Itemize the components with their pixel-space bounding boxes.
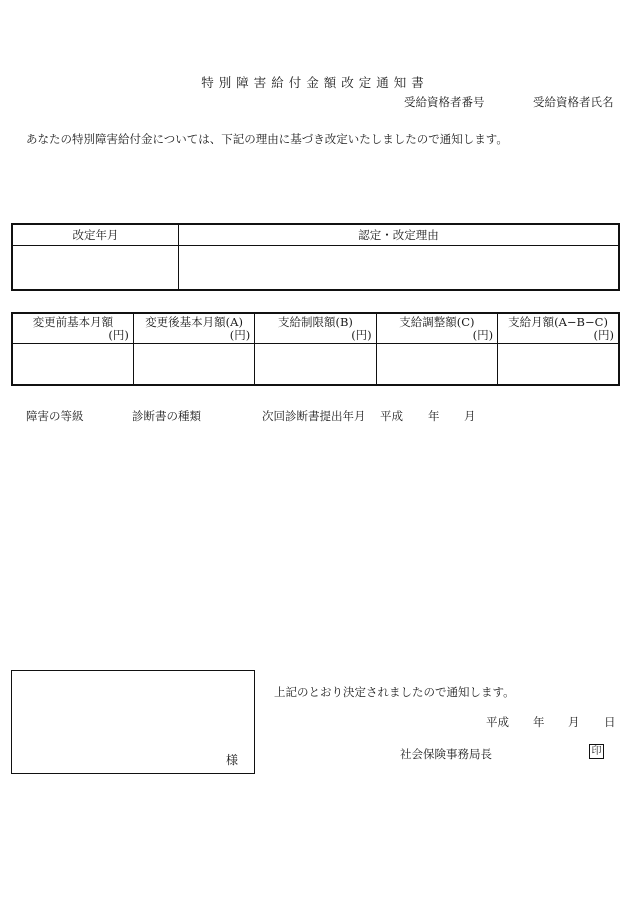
revision-reason-header: 認定・改定理由 <box>179 224 620 245</box>
unit-label: (円) <box>593 328 614 342</box>
amount-table <box>11 312 620 386</box>
seal-mark: 印 <box>589 744 604 759</box>
amount-header-cell <box>255 313 376 343</box>
intro-text: あなたの特別障害給付金については、下記の理由に基づき改定いたしましたので通知します。 <box>26 132 508 146</box>
date-year: 年 <box>533 715 545 729</box>
revision-reason-cell <box>179 245 620 290</box>
amount-value-cell <box>376 343 497 385</box>
revision-date-header: 改定年月 <box>12 224 179 245</box>
header-monthly-payment: 支給月額(A−B−C) <box>508 315 608 329</box>
disability-grade-label: 障害の等級 <box>26 409 84 423</box>
recipient-number-label: 受給資格者番号 <box>404 95 485 109</box>
next-submission-era: 平成 <box>380 409 403 423</box>
address-box <box>11 670 255 774</box>
date-day: 日 <box>604 715 616 729</box>
amount-value-cell <box>255 343 376 385</box>
amount-header-cell <box>376 313 497 343</box>
header-limit-amount: 支給制限額(B) <box>278 315 353 329</box>
date-month: 月 <box>568 715 580 729</box>
revision-table <box>11 223 620 291</box>
document-title: 特別障害給付金額改定通知書 <box>201 75 429 90</box>
amount-value-cell <box>133 343 254 385</box>
next-submission-label: 次回診断書提出年月 <box>262 409 366 423</box>
recipient-name-label: 受給資格者氏名 <box>533 95 614 109</box>
unit-label: (円) <box>108 328 129 342</box>
unit-label: (円) <box>472 328 494 342</box>
decision-notice-text: 上記のとおり決定されましたので通知します。 <box>274 685 515 699</box>
header-after-base-amount: 変更後基本月額(A) <box>145 315 243 329</box>
amount-value-cell <box>12 343 133 385</box>
header-before-base-amount: 変更前基本月額 <box>32 315 114 329</box>
amount-header-cell <box>498 313 619 343</box>
unit-label: (円) <box>229 328 251 342</box>
amount-header-cell <box>133 313 254 343</box>
honorific-sama: 様 <box>225 753 238 767</box>
next-submission-year: 年 <box>428 409 440 423</box>
header-adjustment-amount: 支給調整額(C) <box>399 315 475 329</box>
diagnosis-type-label: 診断書の種類 <box>132 409 201 423</box>
amount-header-cell <box>12 313 133 343</box>
revision-date-cell <box>12 245 179 290</box>
date-era: 平成 <box>486 715 509 729</box>
next-submission-month: 月 <box>464 409 476 423</box>
unit-label: (円) <box>351 328 372 342</box>
official-title: 社会保険事務局長 <box>400 747 492 761</box>
amount-value-cell <box>498 343 619 385</box>
